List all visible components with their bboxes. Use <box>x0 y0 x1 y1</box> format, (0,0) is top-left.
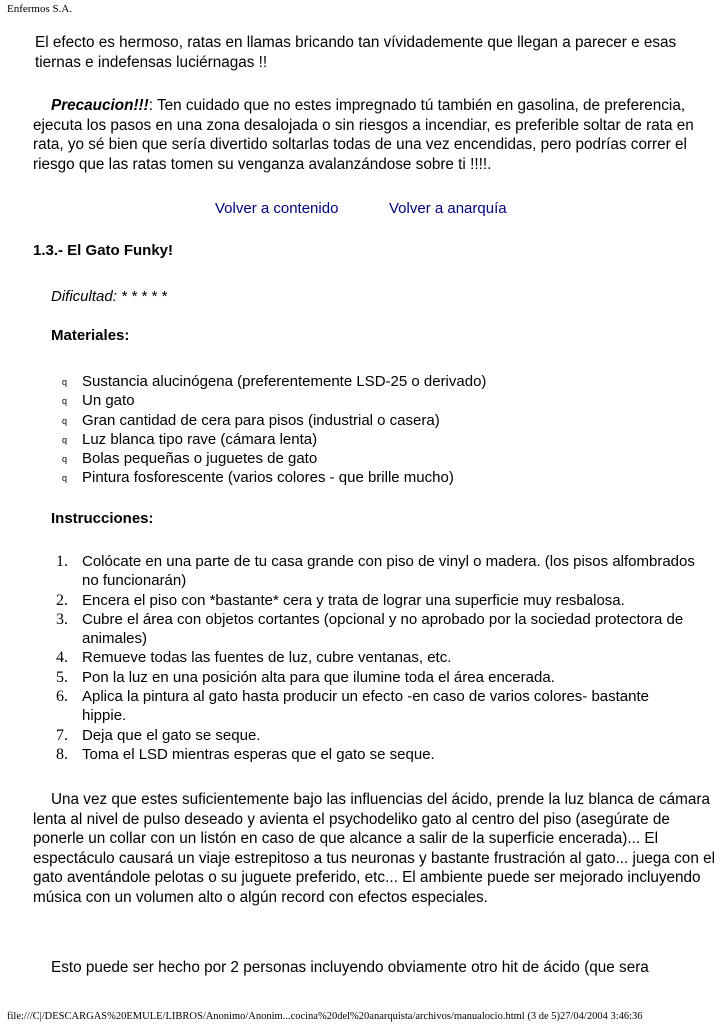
after-paragraph <box>33 790 721 907</box>
materials-item-text: Bolas pequeñas o juguetes de gato <box>82 450 318 468</box>
back-to-anarchy-link[interactable]: Volver a anarquía <box>389 200 507 217</box>
warning-paragraph <box>33 96 719 174</box>
step-text: Deja que el gato se seque. <box>82 726 261 744</box>
materials-list <box>62 372 702 488</box>
step-number: 4. <box>56 649 68 667</box>
materials-item-text: Sustancia alucinógena (preferentemente LSD-25 o derivado) <box>82 373 487 390</box>
step-text: Colócate en una parte de tu casa grande con piso de vinyl o madera. (los pisos alfombrados no funcionarán) <box>82 553 695 590</box>
step-text: Pon la luz en una posición alta para que ilumine toda el área encerada. <box>82 668 555 686</box>
materials-list-item <box>62 430 702 449</box>
step-number: 1. <box>56 553 68 570</box>
step-text: Remueve todas las fuentes de luz, cubre ventanas, etc. <box>82 649 452 667</box>
instructions-list <box>56 552 696 764</box>
page-footer-path: file:///C|/DESCARGAS%20EMULE/LIBROS/Anonimo/Anonim...cocina%20del%20anarquista/archivos/manualocio.html (3 de 5)27/04/2004 3:46:36 <box>7 1011 643 1022</box>
step-text: Toma el LSD mientras esperas que el gato se seque. <box>82 745 435 763</box>
back-to-contents-link[interactable]: Volver a contenido <box>215 200 339 217</box>
instruction-step <box>56 726 696 745</box>
page-header-title: Enfermos S.A. <box>7 3 73 15</box>
intro-paragraph: El efecto es hermoso, ratas en llamas bricando tan vívidademente que llegan a parecer e esas tiernas e indefensas luciérnagas !! <box>35 34 677 71</box>
materials-list-item <box>62 468 702 487</box>
instruction-step <box>56 648 696 667</box>
instruction-step <box>56 668 696 687</box>
bullet-icon: q <box>62 377 68 387</box>
step-text: Encera el piso con *bastante* cera y trata de lograr una superficie muy resbalosa. <box>82 591 625 609</box>
warning-label: Precaucion!!! <box>51 97 149 114</box>
instruction-step <box>56 610 696 649</box>
step-number: 6. <box>56 688 68 706</box>
materials-heading: Materiales: <box>51 327 130 344</box>
closing-paragraph: Esto puede ser hecho por 2 personas incluyendo obviamente otro hit de ácido (que sera <box>51 959 649 976</box>
materials-list-item <box>62 411 702 430</box>
after-text: Una vez que estes suficientemente bajo las influencias del ácido, prende la luz blanca de cámara lenta al nivel de pulso deseado y avienta el psychodeliko gato al centro del piso (asegúrate de ponerle un collar con un listón en caso de que alcance a salir de la superficie encerada)... El espectáculo causará un viaje estrepitoso a tus neuronas y bastante frustración al gato... juega con el gato aventándole pelotas o su juguete preferido, etc... El ambiente puede ser mejorado incluyendo música con un volumen alto o algún record con efectos especiales. <box>33 791 715 906</box>
materials-list-item <box>62 391 702 410</box>
step-text: Aplica la pintura al gato hasta producir un efecto -en caso de varios colores- bastante hippie. <box>82 688 649 725</box>
step-number: 3. <box>56 610 68 628</box>
step-number: 7. <box>56 726 68 744</box>
instruction-step <box>56 745 696 764</box>
bullet-icon: q <box>62 396 68 407</box>
instruction-step <box>56 552 696 591</box>
materials-list-item <box>62 372 702 391</box>
bullet-icon: q <box>62 434 68 445</box>
section-title: 1.3.- El Gato Funky! <box>33 242 174 259</box>
step-number: 5. <box>56 668 68 686</box>
bullet-icon: q <box>62 454 68 465</box>
materials-item-text: Pintura fosforescente (varios colores - que brille mucho) <box>82 469 454 487</box>
bullet-icon: q <box>62 415 68 426</box>
instructions-heading: Instrucciones: <box>51 510 154 527</box>
instruction-step <box>56 687 696 726</box>
step-number: 8. <box>56 745 68 763</box>
materials-item-text: Un gato <box>82 392 135 410</box>
instruction-step <box>56 591 696 610</box>
difficulty-rating: Dificultad: * * * * * <box>51 288 167 305</box>
warning-text: : Ten cuidado que no estes impregnado tú también en gasolina, de preferencia, ejecuta los pasos en una zona desalojada o sin riesgos a incendiar, es preferible soltar de rata en rata, yo sé bien que sería divertido soltarlas todas de una vez encendidas, pero podrías correr el riesgo que las ratas tomen su venganza avalanzándose sobre ti !!!!. <box>33 97 694 173</box>
bullet-icon: q <box>62 473 68 484</box>
materials-item-text: Gran cantidad de cera para pisos (industrial o casera) <box>82 411 440 429</box>
materials-list-item <box>62 449 702 468</box>
step-number: 2. <box>56 591 68 609</box>
step-text: Cubre el área con objetos cortantes (opcional y no aprobado por la sociedad protectora de animales) <box>82 610 684 648</box>
materials-item-text: Luz blanca tipo rave (cámara lenta) <box>82 430 318 448</box>
